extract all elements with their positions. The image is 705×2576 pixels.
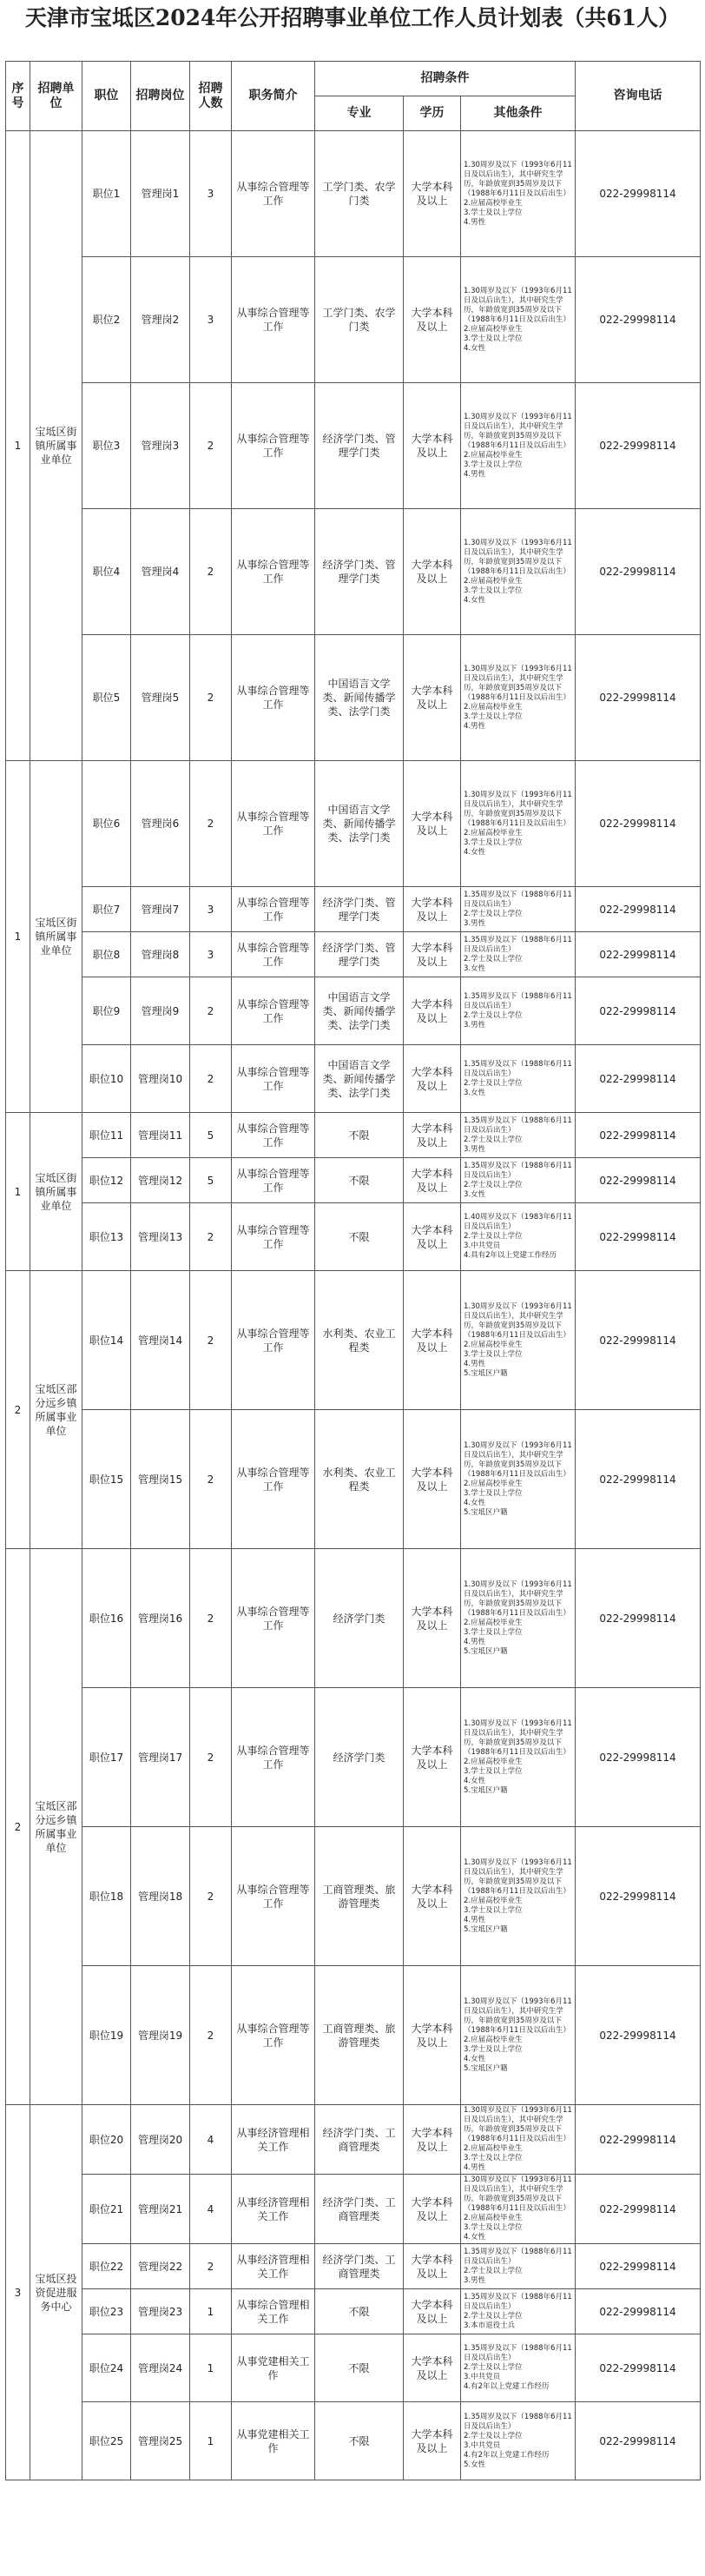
count-cell: 2 [190,2244,232,2289]
edu-cell: 大学本科及以上 [404,1549,461,1688]
edu-cell: 大学本科及以上 [404,1203,461,1271]
phone-cell: 022-29998114 [576,1966,701,2105]
phone-cell: 022-29998114 [576,635,701,761]
unit-cell: 宝坻区部分远乡镇所属事业单位 [30,1549,82,2105]
seq-cell: 1 [6,1113,30,1271]
other-cell: 1.30周岁及以下（1993年6月11日及以后出生），其中研究生学历，年龄放宽到35周岁及以下（1988年6月11日及以后出生） 2.应届高校毕业生 3.学士及以上学位 4.女性 [461,509,576,635]
header-major: 专业 [315,96,404,131]
edu-cell: 大学本科及以上 [404,761,461,887]
unit-cell: 宝坻区街镇所属事业单位 [30,761,82,1113]
post-cell: 管理岗6 [131,761,190,887]
job-cell: 职位20 [82,2105,131,2175]
recruitment-table [5,61,701,2480]
edu-cell: 大学本科及以上 [404,509,461,635]
post-cell: 管理岗19 [131,1966,190,2105]
edu-cell: 大学本科及以上 [404,383,461,509]
table-row [6,2105,701,2175]
job-cell: 职位22 [82,2244,131,2289]
other-cell: 1.30周岁及以下（1993年6月11日及以后出生），其中研究生学历，年龄放宽到35周岁及以下（1988年6月11日及以后出生） 2.应届高校毕业生 3.学士及以上学位 4.男性 [461,635,576,761]
major-cell: 不限 [315,2402,404,2480]
count-cell: 3 [190,887,232,932]
major-cell: 不限 [315,1113,404,1158]
edu-cell: 大学本科及以上 [404,1158,461,1203]
job-cell: 职位25 [82,2402,131,2480]
count-cell: 2 [190,635,232,761]
post-cell: 管理岗15 [131,1410,190,1549]
job-cell: 职位11 [82,1113,131,1158]
major-cell: 中国语言文学类、新闻传播学类、法学门类 [315,1045,404,1113]
count-cell: 2 [190,761,232,887]
other-cell: 1.30周岁及以下（1993年6月11日及以后出生），其中研究生学历，年龄放宽到35周岁及以下（1988年6月11日及以后出生） 2.应届高校毕业生 3.学士及以上学位 4.女性 [461,2175,576,2244]
table-row [6,761,701,887]
duty-cell: 从事综合管理等工作 [232,761,315,887]
phone-cell: 022-29998114 [576,509,701,635]
edu-cell: 大学本科及以上 [404,1113,461,1158]
phone-cell: 022-29998114 [576,1549,701,1688]
edu-cell: 大学本科及以上 [404,1271,461,1410]
job-cell: 职位19 [82,1966,131,2105]
table-row [6,932,701,977]
duty-cell: 从事综合管理等工作 [232,1271,315,1410]
header-seq: 序号 [6,62,30,131]
unit-cell: 宝坻区部分远乡镇所属事业单位 [30,1271,82,1549]
seq-cell: 2 [6,1549,30,2105]
duty-cell: 从事综合管理等工作 [232,887,315,932]
unit-cell: 宝坻区街镇所属事业单位 [30,131,82,761]
major-cell: 经济学门类 [315,1688,404,1827]
post-cell: 管理岗14 [131,1271,190,1410]
job-cell: 职位9 [82,977,131,1045]
major-cell: 不限 [315,1158,404,1203]
duty-cell: 从事综合管理等工作 [232,1410,315,1549]
major-cell: 水利类、农业工程类 [315,1271,404,1410]
duty-cell: 从事综合管理等工作 [232,131,315,257]
post-cell: 管理岗23 [131,2289,190,2334]
seq-cell: 3 [6,2105,30,2480]
count-cell: 2 [190,977,232,1045]
unit-cell: 宝坻区投资促进服务中心 [30,2105,82,2480]
phone-cell: 022-29998114 [576,1113,701,1158]
duty-cell: 从事综合管理相关工作 [232,2289,315,2334]
post-cell: 管理岗25 [131,2402,190,2480]
job-cell: 职位6 [82,761,131,887]
other-cell: 1.35周岁及以下（1988年6月11日及以后出生） 2.学士及以上学位 3.中共党员 4.有2年以上党建工作经历 5.女性 [461,2402,576,2480]
post-cell: 管理岗10 [131,1045,190,1113]
count-cell: 3 [190,932,232,977]
duty-cell: 从事综合管理等工作 [232,257,315,383]
job-cell: 职位23 [82,2289,131,2334]
page-title: 天津市宝坻区2024年公开招聘事业单位工作人员计划表（共61人） [24,5,681,30]
other-cell: 1.30周岁及以下（1993年6月11日及以后出生），其中研究生学历，年龄放宽到35周岁及以下（1988年6月11日及以后出生） 2.应届高校毕业生 3.学士及以上学位 4.女性 5.宝坻区户籍 [461,1688,576,1827]
job-cell: 职位8 [82,932,131,977]
table-row [6,1827,701,1966]
post-cell: 管理岗8 [131,932,190,977]
major-cell: 经济学门类、管理学门类 [315,932,404,977]
table-row [6,2334,701,2402]
other-cell: 1.30周岁及以下（1993年6月11日及以后出生），其中研究生学历，年龄放宽到35周岁及以下（1988年6月11日及以后出生） 2.应届高校毕业生 3.学士及以上学位 4.女性 5.宝坻区户籍 [461,1966,576,2105]
phone-cell: 022-29998114 [576,1271,701,1410]
count-cell: 1 [190,2402,232,2480]
job-cell: 职位16 [82,1549,131,1688]
count-cell: 2 [190,1410,232,1549]
duty-cell: 从事综合管理等工作 [232,977,315,1045]
header-edu: 学历 [404,96,461,131]
count-cell: 4 [190,2175,232,2244]
count-cell: 2 [190,509,232,635]
other-cell: 1.35周岁及以下（1988年6月11日及以后出生） 2.学士及以上学位 3.女性 [461,1045,576,1113]
count-cell: 2 [190,1045,232,1113]
major-cell: 不限 [315,2334,404,2402]
count-cell: 2 [190,1966,232,2105]
major-cell: 不限 [315,2289,404,2334]
other-cell: 1.30周岁及以下（1993年6月11日及以后出生），其中研究生学历，年龄放宽到35周岁及以下（1988年6月11日及以后出生） 2.应届高校毕业生 3.学士及以上学位 4.女性 [461,257,576,383]
other-cell: 1.30周岁及以下（1993年6月11日及以后出生），其中研究生学历，年龄放宽到35周岁及以下（1988年6月11日及以后出生） 2.应届高校毕业生 3.学士及以上学位 4.男性 5.宝坻区户籍 [461,1827,576,1966]
duty-cell: 从事综合管理等工作 [232,1203,315,1271]
job-cell: 职位10 [82,1045,131,1113]
count-cell: 1 [190,2289,232,2334]
edu-cell: 大学本科及以上 [404,2175,461,2244]
edu-cell: 大学本科及以上 [404,131,461,257]
major-cell: 工学门类、农学门类 [315,131,404,257]
table-row [6,2402,701,2480]
phone-cell: 022-29998114 [576,1827,701,1966]
table-row [6,2244,701,2289]
header-count: 招聘人数 [190,62,232,131]
header-conditions: 招聘条件 [315,62,576,96]
header-other: 其他条件 [461,96,576,131]
duty-cell: 从事综合管理等工作 [232,1966,315,2105]
job-cell: 职位15 [82,1410,131,1549]
seq-cell: 1 [6,131,30,761]
post-cell: 管理岗17 [131,1688,190,1827]
other-cell: 1.35周岁及以下（1988年6月11日及以后出生） 2.学士及以上学位 3.本市退役士兵 [461,2289,576,2334]
other-cell: 1.30周岁及以下（1993年6月11日及以后出生），其中研究生学历，年龄放宽到35周岁及以下（1988年6月11日及以后出生） 2.应届高校毕业生 3.学士及以上学位 4.女性 5.宝坻区户籍 [461,1410,576,1549]
post-cell: 管理岗21 [131,2175,190,2244]
count-cell: 5 [190,1113,232,1158]
count-cell: 2 [190,1271,232,1410]
post-cell: 管理岗9 [131,977,190,1045]
table-row [6,1271,701,1410]
header-duty: 职务简介 [232,62,315,131]
major-cell: 经济学门类、工商管理类 [315,2105,404,2175]
duty-cell: 从事党建相关工作 [232,2334,315,2402]
count-cell: 3 [190,131,232,257]
duty-cell: 从事综合管理等工作 [232,1688,315,1827]
edu-cell: 大学本科及以上 [404,2105,461,2175]
table-row [6,1966,701,2105]
header-job: 职位 [82,62,131,131]
other-cell: 1.30周岁及以下（1993年6月11日及以后出生），其中研究生学历，年龄放宽到35周岁及以下（1988年6月11日及以后出生） 2.应届高校毕业生 3.学士及以上学位 4.男性 [461,2105,576,2175]
header-unit: 招聘单位 [30,62,82,131]
other-cell: 1.35周岁及以下（1988年6月11日及以后出生） 2.学士及以上学位 3.女性 [461,1158,576,1203]
table-row [6,1158,701,1203]
edu-cell: 大学本科及以上 [404,635,461,761]
duty-cell: 从事经济管理相关工作 [232,2175,315,2244]
phone-cell: 022-29998114 [576,2402,701,2480]
duty-cell: 从事党建相关工作 [232,2402,315,2480]
edu-cell: 大学本科及以上 [404,1966,461,2105]
job-cell: 职位2 [82,257,131,383]
major-cell: 经济学门类、管理学门类 [315,887,404,932]
phone-cell: 022-29998114 [576,1688,701,1827]
phone-cell: 022-29998114 [576,1203,701,1271]
phone-cell: 022-29998114 [576,2334,701,2402]
job-cell: 职位14 [82,1271,131,1410]
edu-cell: 大学本科及以上 [404,2289,461,2334]
major-cell: 中国语言文学类、新闻传播学类、法学门类 [315,977,404,1045]
table-row [6,1045,701,1113]
count-cell: 2 [190,1688,232,1827]
other-cell: 1.30周岁及以下（1993年6月11日及以后出生），其中研究生学历，年龄放宽到35周岁及以下（1988年6月11日及以后出生） 2.应届高校毕业生 3.学士及以上学位 4.男性 5.宝坻区户籍 [461,1271,576,1410]
post-cell: 管理岗22 [131,2244,190,2289]
phone-cell: 022-29998114 [576,2244,701,2289]
table-row [6,1203,701,1271]
duty-cell: 从事综合管理等工作 [232,1158,315,1203]
duty-cell: 从事经济管理相关工作 [232,2105,315,2175]
edu-cell: 大学本科及以上 [404,932,461,977]
other-cell: 1.35周岁及以下（1988年6月11日及以后出生） 2.学士及以上学位 3.中共党员 4.有2年以上党建工作经历 [461,2334,576,2402]
table-row [6,1113,701,1158]
job-cell: 职位1 [82,131,131,257]
major-cell: 中国语言文学类、新闻传播学类、法学门类 [315,635,404,761]
post-cell: 管理岗11 [131,1113,190,1158]
post-cell: 管理岗12 [131,1158,190,1203]
duty-cell: 从事综合管理等工作 [232,635,315,761]
phone-cell: 022-29998114 [576,932,701,977]
edu-cell: 大学本科及以上 [404,1410,461,1549]
table-row [6,1688,701,1827]
major-cell: 经济学门类、管理学门类 [315,383,404,509]
table-row [6,2175,701,2244]
phone-cell: 022-29998114 [576,2289,701,2334]
other-cell: 1.35周岁及以下（1988年6月11日及以后出生） 2.学士及以上学位 3.男性 [461,887,576,932]
job-cell: 职位5 [82,635,131,761]
phone-cell: 022-29998114 [576,1045,701,1113]
post-cell: 管理岗5 [131,635,190,761]
table-row [6,509,701,635]
unit-cell: 宝坻区街镇所属事业单位 [30,1113,82,1271]
other-cell: 1.35周岁及以下（1988年6月11日及以后出生） 2.学士及以上学位 3.男性 [461,1113,576,1158]
job-cell: 职位3 [82,383,131,509]
table-row [6,887,701,932]
header-phone: 咨询电话 [576,62,701,131]
table-row [6,383,701,509]
other-cell: 1.35周岁及以下（1988年6月11日及以后出生） 2.学士及以上学位 3.男性 [461,2244,576,2289]
major-cell: 工商管理类、旅游管理类 [315,1966,404,2105]
post-cell: 管理岗3 [131,383,190,509]
count-cell: 2 [190,1549,232,1688]
edu-cell: 大学本科及以上 [404,2244,461,2289]
phone-cell: 022-29998114 [576,887,701,932]
edu-cell: 大学本科及以上 [404,1045,461,1113]
seq-cell: 1 [6,761,30,1113]
duty-cell: 从事经济管理相关工作 [232,2244,315,2289]
post-cell: 管理岗4 [131,509,190,635]
major-cell: 工学门类、农学门类 [315,257,404,383]
post-cell: 管理岗24 [131,2334,190,2402]
table-row [6,131,701,257]
edu-cell: 大学本科及以上 [404,887,461,932]
seq-cell: 2 [6,1271,30,1549]
major-cell: 经济学门类 [315,1549,404,1688]
job-cell: 职位13 [82,1203,131,1271]
edu-cell: 大学本科及以上 [404,977,461,1045]
job-cell: 职位4 [82,509,131,635]
phone-cell: 022-29998114 [576,761,701,887]
table-row [6,635,701,761]
edu-cell: 大学本科及以上 [404,1688,461,1827]
table-row [6,1410,701,1549]
count-cell: 2 [190,1203,232,1271]
duty-cell: 从事综合管理等工作 [232,383,315,509]
table-row [6,257,701,383]
major-cell: 水利类、农业工程类 [315,1410,404,1549]
count-cell: 4 [190,2105,232,2175]
other-cell: 1.30周岁及以下（1993年6月11日及以后出生），其中研究生学历，年龄放宽到35周岁及以下（1988年6月11日及以后出生） 2.应届高校毕业生 3.学士及以上学位 4.女性 [461,761,576,887]
other-cell: 1.30周岁及以下（1993年6月11日及以后出生），其中研究生学历，年龄放宽到35周岁及以下（1988年6月11日及以后出生） 2.应届高校毕业生 3.学士及以上学位 4.男性 [461,383,576,509]
duty-cell: 从事综合管理等工作 [232,1827,315,1966]
post-cell: 管理岗18 [131,1827,190,1966]
job-cell: 职位17 [82,1688,131,1827]
phone-cell: 022-29998114 [576,977,701,1045]
post-cell: 管理岗20 [131,2105,190,2175]
major-cell: 工商管理类、旅游管理类 [315,1827,404,1966]
edu-cell: 大学本科及以上 [404,2402,461,2480]
table-row [6,1549,701,1688]
major-cell: 经济学门类、工商管理类 [315,2175,404,2244]
other-cell: 1.35周岁及以下（1988年6月11日及以后出生） 2.学士及以上学位 3.男性 [461,977,576,1045]
duty-cell: 从事综合管理等工作 [232,1045,315,1113]
job-cell: 职位18 [82,1827,131,1966]
duty-cell: 从事综合管理等工作 [232,1113,315,1158]
edu-cell: 大学本科及以上 [404,1827,461,1966]
phone-cell: 022-29998114 [576,383,701,509]
major-cell: 不限 [315,1203,404,1271]
major-cell: 中国语言文学类、新闻传播学类、法学门类 [315,761,404,887]
post-cell: 管理岗7 [131,887,190,932]
edu-cell: 大学本科及以上 [404,2334,461,2402]
duty-cell: 从事综合管理等工作 [232,932,315,977]
post-cell: 管理岗16 [131,1549,190,1688]
edu-cell: 大学本科及以上 [404,257,461,383]
job-cell: 职位21 [82,2175,131,2244]
other-cell: 1.40周岁及以下（1983年6月11日及以后出生） 2.学士及以上学位 3.中共党员 4.具有2年以上党建工作经历 [461,1203,576,1271]
header-post: 招聘岗位 [131,62,190,131]
other-cell: 1.30周岁及以下（1993年6月11日及以后出生），其中研究生学历，年龄放宽到35周岁及以下（1988年6月11日及以后出生） 2.应届高校毕业生 3.学士及以上学位 4.男性 [461,131,576,257]
count-cell: 2 [190,1827,232,1966]
phone-cell: 022-29998114 [576,2175,701,2244]
phone-cell: 022-29998114 [576,131,701,257]
phone-cell: 022-29998114 [576,1410,701,1549]
other-cell: 1.30周岁及以下（1993年6月11日及以后出生），其中研究生学历，年龄放宽到35周岁及以下（1988年6月11日及以后出生） 2.应届高校毕业生 3.学士及以上学位 4.男性 5.宝坻区户籍 [461,1549,576,1688]
post-cell: 管理岗1 [131,131,190,257]
table-row [6,977,701,1045]
duty-cell: 从事综合管理等工作 [232,509,315,635]
count-cell: 5 [190,1158,232,1203]
table-row [6,2289,701,2334]
major-cell: 经济学门类、工商管理类 [315,2244,404,2289]
post-cell: 管理岗2 [131,257,190,383]
count-cell: 2 [190,383,232,509]
job-cell: 职位24 [82,2334,131,2402]
job-cell: 职位7 [82,887,131,932]
duty-cell: 从事综合管理等工作 [232,1549,315,1688]
phone-cell: 022-29998114 [576,1158,701,1203]
other-cell: 1.35周岁及以下（1988年6月11日及以后出生） 2.学士及以上学位 3.女性 [461,932,576,977]
phone-cell: 022-29998114 [576,257,701,383]
phone-cell: 022-29998114 [576,2105,701,2175]
job-cell: 职位12 [82,1158,131,1203]
count-cell: 1 [190,2334,232,2402]
post-cell: 管理岗13 [131,1203,190,1271]
count-cell: 3 [190,257,232,383]
major-cell: 经济学门类、管理学门类 [315,509,404,635]
